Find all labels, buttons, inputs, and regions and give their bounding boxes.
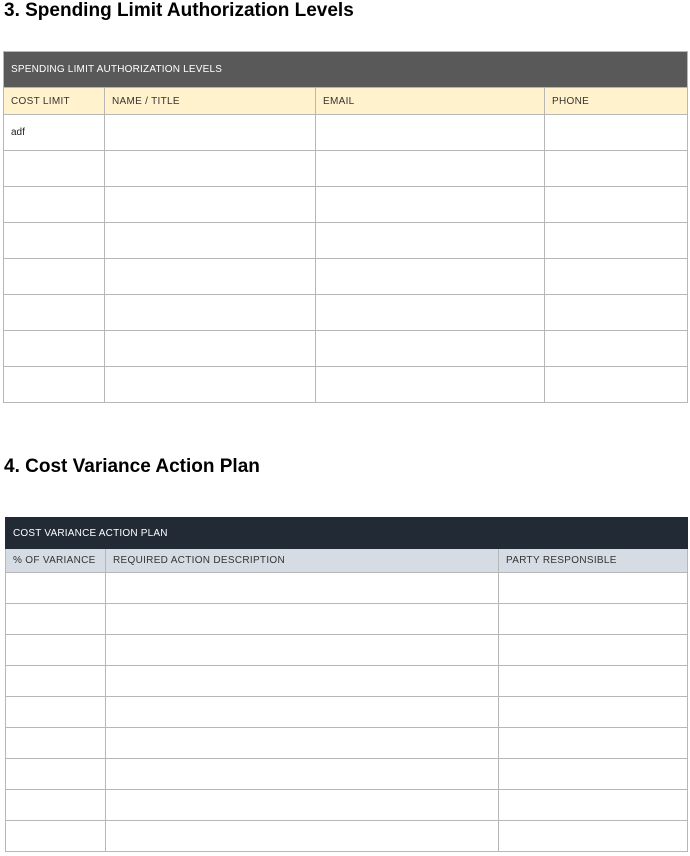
cell-phone[interactable] bbox=[545, 187, 688, 223]
cell-cost-limit[interactable] bbox=[4, 295, 105, 331]
cell-party-responsible[interactable] bbox=[499, 728, 688, 759]
cell-email[interactable] bbox=[316, 295, 545, 331]
cell-phone[interactable] bbox=[545, 295, 688, 331]
cell-required-action[interactable] bbox=[106, 573, 499, 604]
cell-email[interactable] bbox=[316, 115, 545, 151]
cell-email[interactable] bbox=[316, 223, 545, 259]
cell-cost-limit[interactable] bbox=[4, 259, 105, 295]
table-row bbox=[4, 331, 688, 367]
spending-limit-table-title: SPENDING LIMIT AUTHORIZATION LEVELS bbox=[4, 52, 688, 88]
cell-percent-variance[interactable] bbox=[6, 573, 106, 604]
table-row bbox=[6, 697, 688, 728]
cell-email[interactable] bbox=[316, 367, 545, 403]
cell-percent-variance[interactable] bbox=[6, 790, 106, 821]
cell-name-title[interactable] bbox=[105, 259, 316, 295]
cell-email[interactable] bbox=[316, 187, 545, 223]
cell-cost-limit[interactable] bbox=[4, 223, 105, 259]
column-header-percent-variance: % OF VARIANCE bbox=[6, 549, 106, 573]
cell-phone[interactable] bbox=[545, 331, 688, 367]
cell-email[interactable] bbox=[316, 259, 545, 295]
cell-name-title[interactable] bbox=[105, 367, 316, 403]
cell-cost-limit[interactable] bbox=[4, 187, 105, 223]
table-row bbox=[4, 223, 688, 259]
section-heading-spending-limits: 3. Spending Limit Authorization Levels bbox=[4, 0, 354, 21]
section-heading-cost-variance: 4. Cost Variance Action Plan bbox=[4, 456, 260, 477]
spending-limit-table bbox=[3, 51, 688, 403]
table-row bbox=[4, 115, 688, 151]
table-row bbox=[4, 187, 688, 223]
table-row bbox=[4, 295, 688, 331]
cell-required-action[interactable] bbox=[106, 604, 499, 635]
cell-phone[interactable] bbox=[545, 259, 688, 295]
cell-name-title[interactable] bbox=[105, 223, 316, 259]
cell-phone[interactable] bbox=[545, 367, 688, 403]
cell-phone[interactable] bbox=[545, 115, 688, 151]
cell-party-responsible[interactable] bbox=[499, 666, 688, 697]
cell-name-title[interactable] bbox=[105, 187, 316, 223]
column-header-name-title: NAME / TITLE bbox=[105, 88, 316, 115]
cell-required-action[interactable] bbox=[106, 821, 499, 852]
cell-required-action[interactable] bbox=[106, 759, 499, 790]
table-row bbox=[6, 728, 688, 759]
table-row bbox=[4, 367, 688, 403]
cell-name-title[interactable] bbox=[105, 331, 316, 367]
cell-party-responsible[interactable] bbox=[499, 573, 688, 604]
table-row bbox=[6, 604, 688, 635]
cell-email[interactable] bbox=[316, 331, 545, 367]
cell-party-responsible[interactable] bbox=[499, 697, 688, 728]
cell-party-responsible[interactable] bbox=[499, 604, 688, 635]
table-row bbox=[4, 259, 688, 295]
cell-percent-variance[interactable] bbox=[6, 666, 106, 697]
column-header-party-responsible: PARTY RESPONSIBLE bbox=[499, 549, 688, 573]
cell-phone[interactable] bbox=[545, 151, 688, 187]
column-header-cost-limit: COST LIMIT bbox=[4, 88, 105, 115]
table-row bbox=[6, 790, 688, 821]
cell-name-title[interactable] bbox=[105, 115, 316, 151]
cell-required-action[interactable] bbox=[106, 635, 499, 666]
cell-party-responsible[interactable] bbox=[499, 821, 688, 852]
column-header-email: EMAIL bbox=[316, 88, 545, 115]
cell-cost-limit[interactable]: adf bbox=[4, 115, 105, 151]
cell-percent-variance[interactable] bbox=[6, 604, 106, 635]
cell-required-action[interactable] bbox=[106, 790, 499, 821]
cell-party-responsible[interactable] bbox=[499, 759, 688, 790]
column-header-phone: PHONE bbox=[545, 88, 688, 115]
cell-email[interactable] bbox=[316, 151, 545, 187]
cell-party-responsible[interactable] bbox=[499, 635, 688, 666]
cell-cost-limit[interactable] bbox=[4, 367, 105, 403]
table-row bbox=[6, 666, 688, 697]
cell-percent-variance[interactable] bbox=[6, 635, 106, 666]
cell-party-responsible[interactable] bbox=[499, 790, 688, 821]
table-row bbox=[6, 759, 688, 790]
cell-name-title[interactable] bbox=[105, 151, 316, 187]
table-row bbox=[6, 635, 688, 666]
table-row bbox=[6, 573, 688, 604]
cell-cost-limit[interactable] bbox=[4, 331, 105, 367]
cell-name-title[interactable] bbox=[105, 295, 316, 331]
cell-percent-variance[interactable] bbox=[6, 821, 106, 852]
cell-percent-variance[interactable] bbox=[6, 697, 106, 728]
cell-required-action[interactable] bbox=[106, 728, 499, 759]
cell-cost-limit[interactable] bbox=[4, 151, 105, 187]
cell-required-action[interactable] bbox=[106, 697, 499, 728]
table-row bbox=[6, 821, 688, 852]
cell-phone[interactable] bbox=[545, 223, 688, 259]
cell-percent-variance[interactable] bbox=[6, 728, 106, 759]
column-header-required-action: REQUIRED ACTION DESCRIPTION bbox=[106, 549, 499, 573]
cell-percent-variance[interactable] bbox=[6, 759, 106, 790]
cost-variance-table bbox=[5, 517, 688, 852]
table-row bbox=[4, 151, 688, 187]
cost-variance-table-title: COST VARIANCE ACTION PLAN bbox=[6, 518, 688, 549]
cell-required-action[interactable] bbox=[106, 666, 499, 697]
